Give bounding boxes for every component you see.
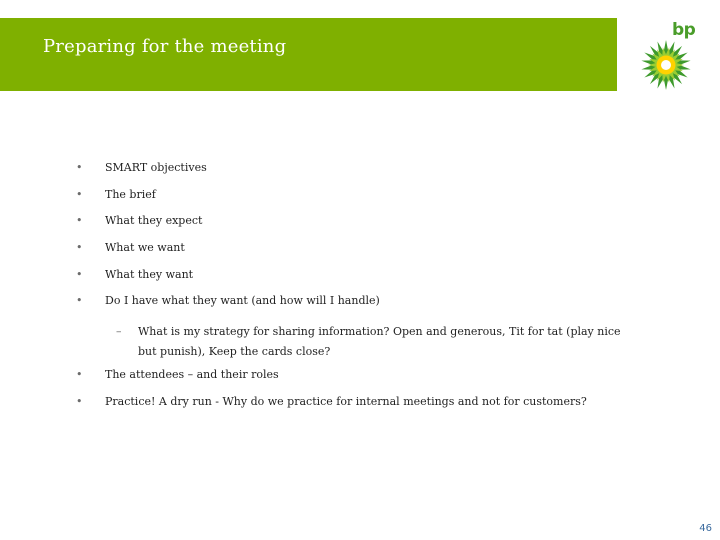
list-item-text: What they expect — [105, 214, 203, 227]
sub-bullet-marker: – — [116, 325, 122, 338]
bullet-marker: • — [76, 268, 83, 281]
list-item-text: The attendees – and their roles — [105, 368, 279, 381]
bullet-marker: • — [76, 188, 83, 201]
bullet-marker: • — [76, 241, 83, 254]
bp-helios-logo-icon — [640, 39, 692, 91]
bp-logo-text: bp — [672, 20, 696, 40]
list-item-text: Practice! A dry run - Why do we practice for internal meetings and not for customers? — [105, 395, 587, 408]
list-item-text: Do I have what they want (and how will I handle) — [105, 294, 380, 307]
bullet-marker: • — [76, 368, 83, 381]
slide-title: Preparing for the meeting — [43, 36, 287, 57]
bullet-marker: • — [76, 395, 83, 408]
bullet-marker: • — [76, 214, 83, 227]
list-item-text: The brief — [105, 188, 156, 201]
sub-list-item-text: What is my strategy for sharing information? Open and generous, Tit for tat (play nice but punish), Keep the cards close? — [138, 325, 621, 358]
page-number: 46 — [699, 523, 712, 534]
list-item-text: SMART objectives — [105, 161, 207, 174]
list-item-text: What we want — [105, 241, 185, 254]
bullet-marker: • — [76, 161, 83, 174]
list-item-text: What they want — [105, 268, 194, 281]
bullet-marker: • — [76, 294, 83, 307]
